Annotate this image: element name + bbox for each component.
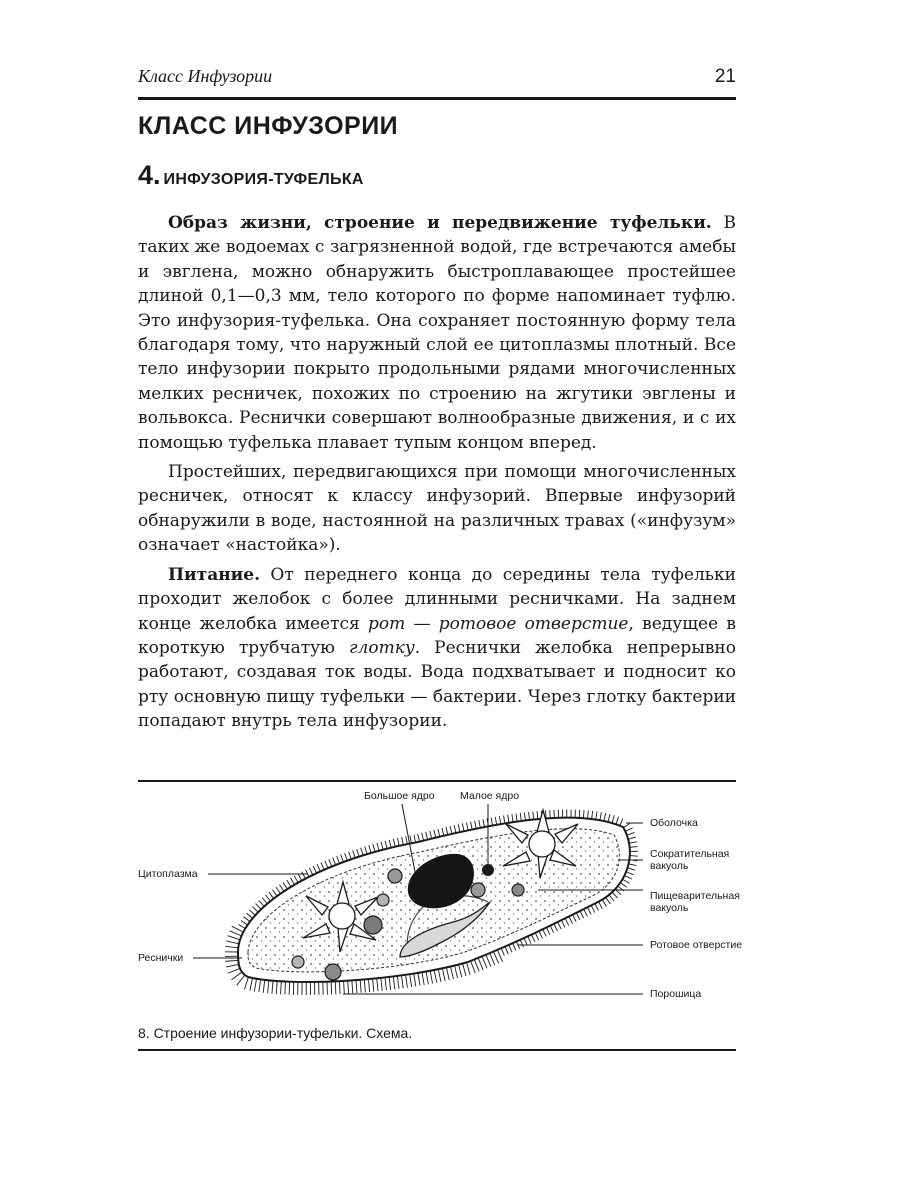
cilium bbox=[285, 982, 286, 995]
cilium bbox=[486, 955, 491, 967]
cilium bbox=[230, 931, 242, 936]
cilium bbox=[533, 812, 534, 820]
cilium bbox=[512, 814, 513, 822]
cilium bbox=[414, 974, 416, 987]
cilium bbox=[377, 843, 379, 851]
section-title: ИНФУЗОРИЯ-ТУФЕЛЬКА bbox=[163, 171, 364, 188]
class-title: КЛАСС ИНФУЗОРИИ bbox=[138, 112, 399, 140]
cilium bbox=[529, 812, 530, 820]
cilium bbox=[385, 841, 387, 849]
cilium bbox=[580, 911, 584, 918]
label-line: вакуоль bbox=[650, 860, 689, 872]
cilium bbox=[269, 892, 274, 898]
cilium bbox=[368, 979, 369, 992]
label-anal-pore: Порошица bbox=[650, 988, 702, 1000]
cilium bbox=[612, 815, 614, 823]
cilium bbox=[494, 951, 499, 963]
cilium bbox=[608, 814, 610, 822]
cilium bbox=[325, 861, 328, 868]
paramecium-figure bbox=[138, 782, 778, 1022]
cilium bbox=[520, 813, 521, 821]
cilium bbox=[528, 936, 531, 943]
cilium bbox=[341, 855, 344, 863]
cilium bbox=[298, 874, 302, 881]
cilium bbox=[365, 846, 367, 854]
label-membrane: Оболочка bbox=[650, 817, 698, 829]
cilium bbox=[225, 960, 238, 961]
cilium bbox=[381, 978, 382, 991]
cilium bbox=[237, 975, 245, 985]
cilium bbox=[276, 887, 281, 894]
cilium bbox=[244, 977, 248, 989]
cilium bbox=[573, 915, 577, 922]
cilium bbox=[339, 981, 340, 994]
cilium bbox=[491, 818, 492, 826]
cilium bbox=[543, 929, 546, 936]
cilium bbox=[446, 967, 449, 980]
cilium bbox=[430, 971, 432, 984]
cilium bbox=[410, 974, 412, 987]
cilium bbox=[583, 810, 584, 818]
cilium bbox=[426, 971, 428, 984]
digestive-vacuole bbox=[325, 964, 341, 980]
cilium bbox=[459, 965, 462, 978]
cilium bbox=[418, 834, 420, 842]
cilium bbox=[620, 818, 623, 825]
cilium bbox=[495, 817, 496, 825]
cilium bbox=[397, 976, 399, 989]
label-cytoplasm: Цитоплазма bbox=[138, 868, 198, 880]
cilium bbox=[467, 962, 471, 975]
cilium bbox=[283, 882, 287, 889]
label-cilia: Реснички bbox=[138, 952, 184, 964]
cilium bbox=[241, 920, 248, 925]
cilium bbox=[450, 967, 453, 980]
cilium bbox=[254, 979, 256, 992]
paragraph-text: , ведущее в короткую трубчатую bbox=[138, 613, 737, 658]
cilium bbox=[539, 931, 542, 938]
cilium bbox=[317, 864, 320, 871]
figure-caption: 8. Строение инфузории-туфельки. Схема. bbox=[138, 1025, 413, 1041]
digestive-vacuole bbox=[512, 884, 524, 896]
cilium bbox=[509, 945, 512, 952]
cilium bbox=[475, 821, 477, 829]
cilium bbox=[531, 935, 534, 942]
paragraph-lead: Образ жизни, строение и передвижение туфельки. bbox=[168, 213, 712, 233]
page-number: 21 bbox=[714, 66, 736, 87]
label-line: Пищеварительная bbox=[650, 890, 740, 902]
cilium bbox=[231, 972, 241, 980]
cilium bbox=[592, 811, 593, 819]
cilium bbox=[624, 876, 631, 879]
cilium bbox=[513, 943, 516, 950]
cilium bbox=[357, 849, 359, 857]
cilium bbox=[471, 961, 476, 973]
cilium bbox=[438, 969, 441, 982]
cilium bbox=[535, 933, 538, 940]
label-large-nucleus: Большое ядро bbox=[364, 790, 435, 802]
cilium bbox=[546, 927, 549, 934]
cilium bbox=[471, 822, 473, 830]
cilium bbox=[628, 837, 636, 839]
cilium bbox=[569, 917, 573, 924]
cilium bbox=[252, 907, 258, 913]
cilium bbox=[244, 917, 250, 922]
cilium bbox=[450, 826, 452, 834]
cilium bbox=[479, 820, 481, 828]
cilium bbox=[463, 963, 466, 976]
cilium bbox=[349, 852, 352, 860]
cilium bbox=[438, 829, 440, 837]
figure-bottom-rule bbox=[138, 1049, 736, 1051]
paragraph-classification bbox=[138, 460, 736, 558]
cilium bbox=[595, 904, 599, 911]
paragraph-lifestyle bbox=[138, 211, 736, 455]
cilium bbox=[565, 918, 569, 925]
paragraph-text: От переднего конца до середины тела туфельки проходит желобок с более длинными ресничками. На заднем конце желобка имеется bbox=[138, 564, 736, 634]
paragraph-text: Простейших, передвигающихся при помощи многочисленных ресничек, относят к классу инфузорий. Впервые инфузорий обнаружили в воде, настоянной на различных травах («инфузум» означает «настойка»). bbox=[138, 462, 736, 556]
cilium bbox=[287, 880, 291, 887]
cilium bbox=[226, 941, 239, 944]
cilium bbox=[584, 909, 588, 916]
cilium bbox=[250, 978, 253, 991]
cilium bbox=[268, 980, 269, 993]
label-line: Сократительная bbox=[650, 848, 730, 860]
cilium bbox=[397, 838, 399, 846]
cilium bbox=[505, 947, 508, 954]
cilium bbox=[422, 972, 424, 985]
cilium bbox=[600, 812, 601, 820]
micronucleus bbox=[482, 864, 494, 876]
term-mouth: рот — ротовое отверстие bbox=[368, 613, 629, 634]
cilium bbox=[616, 817, 619, 825]
paragraph-text: В таких же водоемах с загрязненной водой, где встречаются амебы и эвглена, можно обнаружить быстроплавающее простейшее длиной 0,1—0,3 мм, тело которого по форме напоминает туфлю. Это инфузория-туфелька. Она сохраняет постоянную форму тела благодаря тому, что наружный слой ее цитоплазмы плотный. Все тело инфузории покрыто продольными рядами многочисленных мелких ресничек, похожих по строению на жгутики эвглены и вольвокса. Реснички совершают волнообразные движения, и с их помощью туфелька плавает тупым концом вперед. bbox=[138, 213, 736, 453]
cilium bbox=[550, 926, 553, 933]
paragraph-text: . Реснички желобка непрерывно работают, создавая ток воды. Вода подхватывает и подносит ко рту основную пищу туфельки — бактерии. Через глотку бактерии попадают внутрь тела инфузории. bbox=[138, 637, 736, 732]
cilium bbox=[259, 979, 261, 992]
cilium bbox=[612, 892, 617, 898]
cilium bbox=[604, 813, 606, 821]
header-rule bbox=[138, 97, 736, 100]
term-pharynx: глотку bbox=[348, 637, 415, 658]
cilium bbox=[587, 907, 591, 914]
cilium bbox=[281, 981, 282, 994]
running-title: Класс Инфузории bbox=[138, 66, 273, 86]
section-number: 4. bbox=[138, 160, 161, 190]
cilium bbox=[309, 868, 312, 875]
cilium bbox=[313, 866, 316, 873]
cilium bbox=[620, 883, 627, 888]
digestive-vacuole bbox=[471, 883, 485, 897]
cilium bbox=[369, 845, 371, 853]
label-line: вакуоль bbox=[650, 902, 689, 914]
section-heading bbox=[138, 160, 364, 191]
cilium bbox=[226, 964, 239, 967]
cilium bbox=[508, 815, 509, 823]
cilium bbox=[348, 981, 349, 994]
cilium bbox=[520, 940, 523, 947]
cilium bbox=[422, 833, 424, 841]
cilium bbox=[321, 862, 324, 869]
cilium bbox=[524, 813, 525, 821]
cilium bbox=[561, 920, 565, 927]
cilium bbox=[627, 832, 635, 835]
cilium bbox=[360, 980, 361, 993]
cilium bbox=[524, 938, 527, 945]
cilium bbox=[458, 824, 460, 832]
cilium bbox=[306, 870, 310, 877]
cilium bbox=[280, 885, 284, 892]
cilium bbox=[434, 830, 436, 838]
cilium bbox=[246, 913, 252, 918]
cilium bbox=[630, 856, 638, 857]
cilium bbox=[591, 905, 595, 912]
cilium bbox=[393, 976, 395, 989]
cilium bbox=[596, 812, 597, 820]
cilium bbox=[356, 980, 357, 993]
cilium bbox=[256, 904, 262, 910]
cilium bbox=[629, 842, 637, 843]
digestive-vacuole bbox=[364, 916, 382, 934]
cilium bbox=[276, 981, 277, 994]
cilium bbox=[385, 977, 386, 990]
cilium bbox=[599, 902, 603, 909]
cilium bbox=[259, 901, 264, 907]
cilium bbox=[418, 973, 420, 986]
cilium bbox=[228, 968, 240, 973]
cilium bbox=[623, 823, 630, 827]
cilium bbox=[609, 895, 614, 901]
cilium bbox=[401, 975, 403, 988]
cilium bbox=[249, 910, 255, 915]
label-digestive-vacuole bbox=[650, 890, 740, 914]
cilium bbox=[558, 922, 562, 929]
cilium bbox=[294, 876, 298, 883]
cilium bbox=[265, 895, 270, 901]
cilium bbox=[335, 981, 336, 994]
label-small-nucleus: Малое ядро bbox=[460, 790, 520, 802]
cilium bbox=[361, 848, 363, 856]
cilium bbox=[478, 958, 483, 970]
cilium bbox=[225, 946, 238, 948]
cilium bbox=[483, 819, 485, 827]
cilium bbox=[554, 924, 558, 931]
cilium bbox=[466, 823, 468, 831]
digestive-vacuole bbox=[388, 869, 402, 883]
cilium bbox=[606, 897, 611, 904]
cilium bbox=[623, 879, 630, 883]
cilium bbox=[377, 978, 378, 991]
cilium bbox=[373, 844, 375, 852]
cilium bbox=[455, 966, 458, 979]
label-contractile-vacuole bbox=[650, 848, 729, 872]
cilium bbox=[364, 979, 365, 992]
cilium bbox=[442, 968, 445, 981]
cilium bbox=[389, 977, 391, 990]
cilium bbox=[490, 953, 495, 965]
cilium bbox=[262, 898, 267, 904]
cilium bbox=[446, 827, 448, 835]
cilium bbox=[393, 839, 395, 847]
cilium bbox=[414, 835, 415, 843]
cilium bbox=[442, 828, 444, 836]
cilium bbox=[482, 956, 487, 968]
cilium bbox=[389, 840, 391, 848]
cilium bbox=[516, 814, 517, 822]
cilium bbox=[504, 816, 505, 824]
cilium bbox=[430, 831, 432, 839]
cilium bbox=[576, 913, 580, 920]
cilium bbox=[238, 924, 245, 928]
cilium bbox=[406, 975, 408, 988]
cilium bbox=[352, 980, 353, 993]
cilium bbox=[426, 832, 428, 840]
cilium bbox=[474, 959, 479, 971]
cilium bbox=[373, 979, 374, 992]
cilium bbox=[537, 811, 538, 819]
cilium bbox=[290, 878, 294, 885]
digestive-vacuole bbox=[377, 894, 389, 906]
cilium bbox=[345, 853, 348, 861]
cilium bbox=[625, 828, 632, 831]
cilium bbox=[406, 836, 408, 844]
cilium bbox=[272, 890, 277, 896]
cilium bbox=[626, 872, 633, 875]
cilium bbox=[454, 825, 456, 833]
cilium bbox=[381, 842, 383, 850]
cilium bbox=[462, 823, 464, 831]
cilium bbox=[329, 859, 332, 866]
cilium bbox=[410, 835, 412, 843]
cilium bbox=[228, 936, 240, 940]
body-text bbox=[138, 211, 736, 739]
cilium bbox=[501, 948, 504, 955]
paragraph-lead: Питание. bbox=[168, 564, 260, 585]
cilium bbox=[602, 900, 606, 907]
cilium bbox=[499, 816, 500, 824]
label-mouth: Ротовое отверстие bbox=[650, 939, 743, 951]
cilium bbox=[497, 950, 502, 962]
cilium bbox=[344, 981, 345, 994]
cilium bbox=[263, 980, 265, 993]
paragraph-nutrition bbox=[138, 563, 736, 734]
cilium bbox=[353, 850, 356, 858]
cilium bbox=[402, 837, 404, 845]
cilium bbox=[333, 858, 336, 865]
cilium bbox=[302, 872, 306, 879]
running-header bbox=[138, 64, 736, 92]
cilium bbox=[337, 856, 340, 863]
cilium bbox=[434, 970, 436, 983]
digestive-vacuole bbox=[292, 956, 304, 968]
cilium bbox=[629, 864, 637, 866]
cilium bbox=[272, 981, 273, 994]
cilium bbox=[232, 926, 244, 932]
cilium bbox=[628, 868, 636, 870]
cilium bbox=[588, 810, 589, 818]
